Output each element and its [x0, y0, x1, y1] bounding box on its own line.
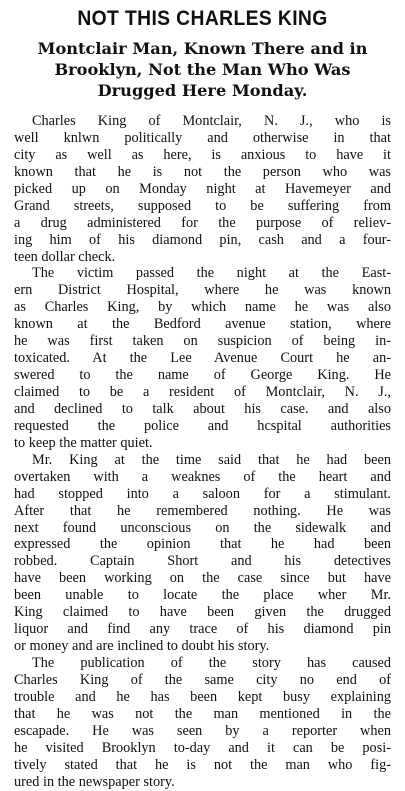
- subheadline-line: Drugged Here Monday.: [97, 81, 308, 100]
- article-line: that he was not the man mentioned in the: [14, 705, 391, 722]
- article-line: swered to the name of George King. He: [14, 367, 391, 384]
- article-line: he was first taken on suspicion of being in-: [14, 333, 391, 350]
- article-line: ern District Hospital, where he was known: [14, 282, 391, 299]
- article-line: well knlwn politically and otherwise in that: [14, 129, 391, 146]
- article-line: to keep the matter quiet.: [14, 434, 153, 451]
- article-line: or money and are inclined to doubt his story.: [14, 638, 270, 655]
- article-line: next found unconscious on the sidewalk and: [14, 519, 391, 536]
- article-line: King claimed to have been given the drugged: [14, 604, 391, 621]
- article-line: Charles King of the same city no end of: [14, 671, 391, 688]
- subheadline: [14, 38, 391, 101]
- article-line: teen dollar check.: [14, 248, 116, 265]
- article-line: escapade. He was seen by a reporter when: [14, 722, 391, 739]
- article-line: tively stated that he is not the man who fig-: [14, 756, 391, 773]
- article-line: known at the Bedford avenue station, where: [14, 316, 391, 333]
- subheadline-line: Montclair Man, Known There and in: [37, 39, 368, 58]
- article-line: a drug administered for the purpose of reliev-: [14, 214, 391, 231]
- article-line: requested the police and hcspital authorities: [14, 417, 391, 434]
- article-line: Charles King of Montclair, N. J., who is: [32, 113, 391, 129]
- article-line: The publication of the story has caused: [32, 655, 391, 671]
- article-line: overtaken with a weaknes of the heart and: [14, 468, 391, 485]
- headline: NOT THIS CHARLES KING: [77, 7, 328, 30]
- article-line: known that he is not the person who was: [14, 163, 391, 180]
- article-line: claimed to be a resident of Montclair, N. J.,: [14, 384, 391, 400]
- subheadline-line: Brooklyn, Not the Man Who Was: [54, 60, 351, 79]
- article-line: picked up on Monday night at Havemeyer and: [14, 180, 391, 197]
- article-line: expressed the opinion that he had been: [14, 536, 391, 553]
- article-line: robbed. Captain Short and his detectives: [14, 553, 391, 570]
- article-line: toxicated. At the Lee Avenue Court he an-: [14, 350, 391, 367]
- article-line: been unable to locate the place wher Mr.: [14, 587, 391, 604]
- article-line: The victim passed the night at the East-: [32, 265, 391, 282]
- article-line: Mr. King at the time said that he had been: [32, 451, 391, 468]
- article-line: Grand streets, supposed to be suffering from: [14, 197, 391, 214]
- article-line: city as well as here, is anxious to have it: [14, 146, 391, 163]
- article-line: as Charles King, by which name he was also: [14, 299, 391, 316]
- article-line: have been working on the case since but have: [14, 570, 391, 587]
- article-line: liquor and find any trace of his diamond pin: [14, 621, 391, 638]
- article-line: and declined to talk about his case. and also: [14, 400, 391, 417]
- article-line: trouble and he has been kept busy explaining: [14, 688, 391, 705]
- article-line: he visited Brooklyn to-day and it can be posi-: [14, 739, 391, 756]
- article-line: ing him of his diamond pin, cash and a four-: [14, 231, 391, 248]
- article-line: ured in the newspaper story.: [14, 773, 175, 790]
- article-body: [14, 113, 391, 791]
- article-line: After that he remembered nothing. He was: [14, 502, 391, 519]
- article-line: had stopped into a saloon for a stimulant.: [14, 485, 391, 502]
